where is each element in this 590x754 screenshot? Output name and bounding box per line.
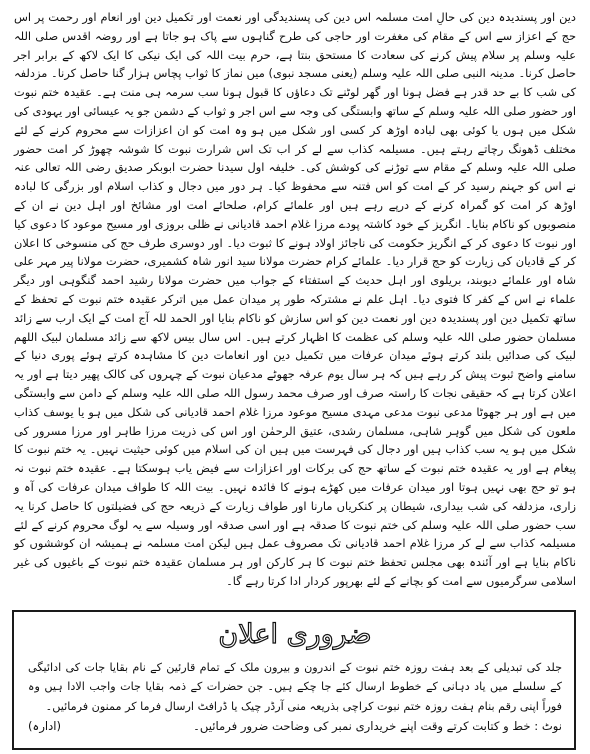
notice-note: نوٹ : خط و کتابت کرتے وقت اپنے خریداری نمبر کی وضاحت ضرور فرمائیں۔ [193,719,562,733]
article-body [14,8,576,591]
notice-title: ضروری اعلان [218,619,372,650]
article-paragraph: دین اور پسندیدہ دین کی حالِ امت مسلمہ اس دین کی پسندیدگی اور نعمت اور تکمیل دین اور انعام اور رحمت پر اس حج کے اعزاز سے اس کے مقام کی مغفرت اور حاجی کی طرح گناہوں سے پاک ہو جاتا ہے اور روضہ اقدس صلی اللہ علیہ وسلم پر سلام پیش کرنے کی سعادت کا مستحق بنتا ہے، حرم بیت اللہ کی ایک نیکی کا ایک لاکھ کے برابر اجر حاصل کرنا۔ مدینہ النبی صلی اللہ علیہ وسلم (یعنی مسجد نبوی) میں نماز کا ثواب پچاس ہزار گنا حاصل کرنا۔ مزدلفہ کی شب کا بے حد قدر ہے فضل ہونا اور گھر لوٹنے تک دعاؤں کا قبول ہونا سب سرمہ ہی منت ہے۔ عقیدہ ختم نبوت اور حضور صلی اللہ علیہ وسلم کے ساتھ وابستگی کی وجہ سے اس اجر و ثواب کے دشمن جو یہ عیسائی اور یہودی کی شکل میں ہوں یا کوئی بھی لبادہ اوڑھ کر کسی اور شکل میں ہو وہ امت کو ان اعزازات سے محروم کرنے کے لئے مختلف ڈھونگ رچاتے رہتے ہیں۔ مسیلمہ کذاب سے لے کر اب تک اس شرارت نبوت کا شوشہ چھوڑ کر امت حضور صلی اللہ علیہ وسلم کے مقام سے توڑنے کی کوشش کی۔ خلیفہ اول سیدنا حضرت ابوبکر صدیق رضی اللہ تعالی عنہ نے اس کو جہنم رسید کر کے امت کو اس فتنہ سے محفوظ کیا۔ ہر دور میں دجال و کذاب اسلام اور بزرگی کا لبادہ اوڑھ کر امت کو گمراہ کرنے کے درپے رہے ہیں اور علمائے کرام، صلحائے امت اور مشائخ اور اہل دین نے ان کے منصوبوں کو ناکام بنایا۔ انگریز کے خود کاشتہ پودے مرزا غلام احمد قادیانی نے ظلی بروزی اور مسیح موعود کا دعوی کیا اور نبوت کا دعوی کر کے انگریز حکومت کی ناجائز اولاد ہونے کا ثبوت دیا۔ اور دوسری طرف حج کی منسوخی کا اعلان کر کے قادیان کی زیارت کو حج قرار دیا۔ علمائے کرام حضرت مولانا سید انور شاہ کشمیری، حضرت مولانا پیر مہر علی شاہ اور علمائے دیوبند، بریلوی اور اہل حدیث کے استفتاء کے جواب میں حضرت مولانا رشید احمد گنگوہی اور دیگر علماء نے اس کے کفر کا فتوی دیا۔ اہل علم نے مشترکہ طور پر میدان عمل میں اترکر عقیدہ ختم نبوت کے تحفظ کے ساتھ تکمیل دین اور پسندیدہ دین اور نعمت دین کو اس سازش کو ناکام بنایا اور الحمد للہ آج امت کے ایک ارب سے زائد مسلمان حضور صلی اللہ علیہ وسلم کی عظمت کا اظہار کرتے ہیں۔ اس سال بیس لاکھ سے زائد مسلمان لبیک اللھم لبیک کی صدائیں بلند کرتے ہوئے میدان عرفات میں تکمیل دین اور انعامات دین کا مشاہدہ کرتے ہوئے پوری دنیا کے سامنے واضح ثبوت پیش کر رہے ہیں کہ ہر سال یوم عرفہ جھوٹے مدعیان نبوت کے چہروں کی کالک پھیر دیتا ہے اور یہ اعلان کرتا ہے کہ حقیقی نجات کا راستہ صرف اور صرف محمد رسول اللہ صلی اللہ علیہ وسلم کے دامن سے وابستگی میں ہے اور ہر جھوٹا مدعی نبوت مدعی مہدی مسیح موعود مرزا غلام احمد قادیانی کی شکل میں ہو یا یوسف کذاب ملعون کی شکل میں گوہر شاہی، مسلمان رشدی، عتیق الرحمٰن اور اس کی ذریت مرزا طاہر اور مرزا مسرور کی شکل میں ہو یہ سب کذاب ہیں اور دجال کی فہرست میں ہیں ان کی اسلام میں کوئی حیثیت نہیں۔ یہ ختم نبوت کا پیغام ہے اور یہ عقیدہ ختم نبوت کے ساتھ حج کی برکات اور اعزازات سے فیض یاب ہوسکتا ہے۔ عقیدہ ختم نبوت نہ ہو تو حج بھی نہیں ہوتا اور میدان عرفات میں کھڑے ہونے کا فائدہ نہیں۔ بیت اللہ کا طواف میدان عرفات کی آہ و زاری، مزدلفہ کی شب بیداری، شیطان پر کنکریاں مارنا اور طواف زیارت کے ذریعہ حج کی فضیلتوں کا حاصل کرنا یہ سب حضور صلی اللہ علیہ وسلم کی ختم نبوت کا صدقہ ہے اور اسی صدقہ اور وسیلہ سے یہ لوگ محروم کرنے کے لئے مسیلمہ کذاب سے لے کر مرزا غلام احمد قادیانی تک مصروف عمل ہیں لیکن امت مسلمہ نے ہمیشہ ان کوششوں کو ناکام بنایا ہے اور آئندہ بھی مجلس تحفظ ختم نبوت کا ہر کارکن اور ہر مسلمان عقیدہ ختم نبوت کے باغیوں کی غیر اسلامی سرگرمیوں سے امت کو بچانے کے لئے بھرپور کردار ادا کرتا رہے گا۔ [14,10,576,588]
notice-footer [28,716,562,736]
notice-signature: (ادارہ) [28,719,62,733]
notice-body: جلد کی تبدیلی کے بعد ہفت روزہ ختم نبوت کے اندرون و بیرون ملک کے تمام قارئین کے نام بقایا جات کی ادائیگی کے سلسلے میں یاد دہانی کے خطوط ارسال کئے جا چکے ہیں۔ جن حضرات کے ذمہ بقایا جات واجب الادا ہیں وہ فوراً اپنی رقم بنام ہفت روزہ ختم نبوت کراچی بذریعہ منی آرڈر چیک یا ڈرافٹ ارسال فرما کر ممنون فرمائیں۔ [28,661,562,713]
